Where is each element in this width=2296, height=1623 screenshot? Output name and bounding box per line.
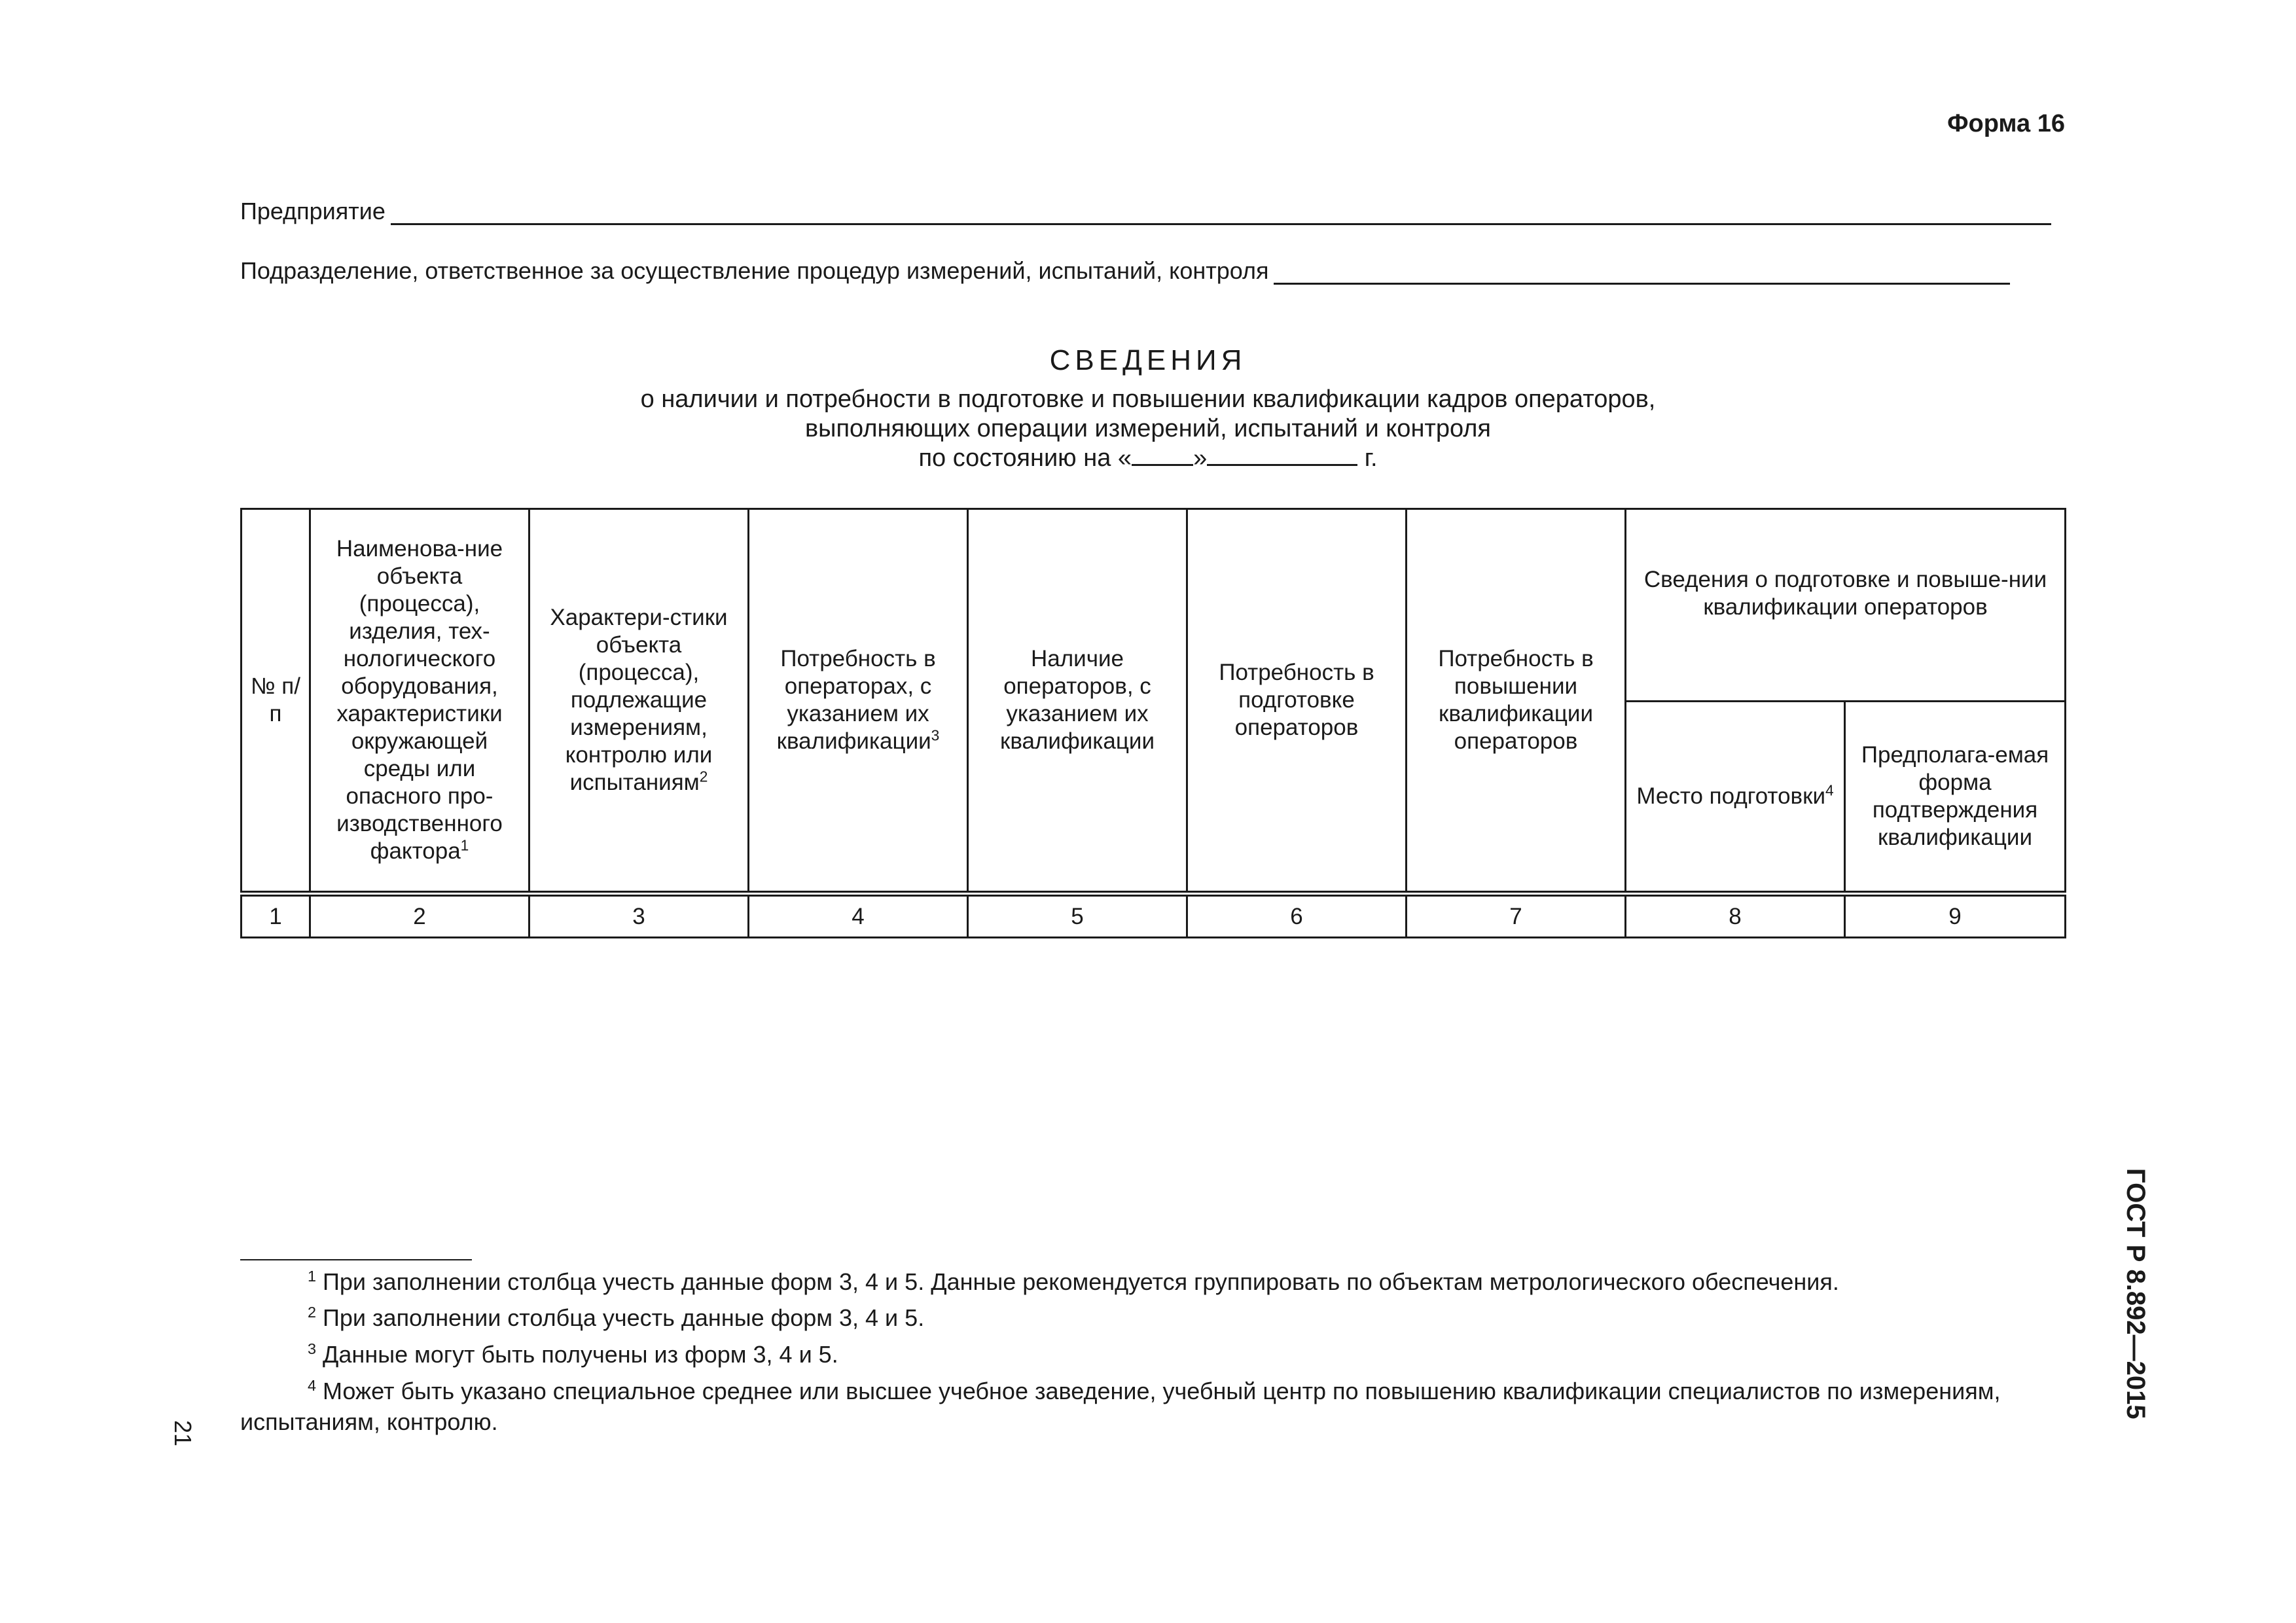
operators-table <box>240 508 2066 938</box>
subtitle-line-1: о наличии и потребности в подготовке и повышении квалификации кадров операторов, <box>640 385 1656 413</box>
form-label: Форма 16 <box>1947 110 2065 137</box>
header-col-6: Потребность в подготовке операторов <box>1187 509 1407 894</box>
column-number: 7 <box>1407 894 1626 938</box>
column-number: 8 <box>1626 894 1845 938</box>
footnote-3: $^3$ Данные могут быть получены из форм 3, 4 и 5. <box>308 1340 838 1368</box>
date-day-blank[interactable] <box>1132 446 1193 466</box>
header-col-1: № п/п <box>242 509 310 894</box>
date-month-blank[interactable] <box>1207 446 1357 466</box>
department-input-line[interactable] <box>1274 259 2010 285</box>
header-group-training: Сведения о подготовке и повыше-нии квалификации операторов <box>1626 509 2066 702</box>
header-row-1 <box>242 509 2066 702</box>
column-number: 6 <box>1187 894 1407 938</box>
enterprise-label: Предприятие <box>240 198 386 224</box>
date-suffix: г. <box>1357 444 1378 472</box>
date-mid: » <box>1193 444 1208 472</box>
date-prefix: по состоянию на « <box>918 444 1132 472</box>
column-number: 9 <box>1845 894 2066 938</box>
subtitle-date-line <box>0 443 2296 473</box>
department-label: Подразделение, ответственное за осуществление процедур измерений, испытаний, контроля <box>240 257 1269 284</box>
document-code: ГОСТ Р 8.892—2015 <box>2121 1168 2150 1419</box>
footnote-4-continuation: испытаниям, контролю. <box>240 1408 498 1435</box>
footnote-4: $^4$ Может быть указано специальное среднее или высшее учебное заведение, учебный центр по повышению квалификации специалистов по измерениям, <box>308 1377 2001 1404</box>
column-numbers-row <box>242 894 2066 938</box>
column-number: 1 <box>242 894 310 938</box>
subtitle-line-2: выполняющих операции измерений, испытаний и контроля <box>804 415 1492 442</box>
document-title: СВЕДЕНИЯ <box>1049 344 1247 376</box>
footnote-1: $^1$ При заполнении столбца учесть данные форм 3, 4 и 5. Данные рекомендуется группировать по объектам метрологического обеспечения. <box>308 1268 1839 1295</box>
enterprise-field <box>240 198 2051 225</box>
footnote-divider <box>240 1259 472 1260</box>
column-number: 3 <box>529 894 749 938</box>
column-number: 5 <box>968 894 1187 938</box>
header-col-7: Потребность в повышении квалификации операторов <box>1407 509 1626 894</box>
header-col-5: Наличие операторов, с указанием их квалификации <box>968 509 1187 894</box>
column-number: 4 <box>749 894 968 938</box>
header-col-3: Характери-стики объекта (процесса), подлежащие измерениям, контролю или испытаниям$^2$ <box>529 509 749 894</box>
header-col-9: Предполага-емая форма подтверждения квалификации <box>1845 702 2066 894</box>
enterprise-input-line[interactable] <box>391 200 2051 225</box>
department-field <box>240 257 2010 285</box>
page-number: 21 <box>170 1420 196 1447</box>
column-number: 2 <box>310 894 529 938</box>
header-col-2: Наименова-ние объекта (процесса), изделия, тех-нологического оборудования, характеристики окружающей среды или опасного про-изводственного фактора$^1$ <box>310 509 529 894</box>
footnote-2: $^2$ При заполнении столбца учесть данные форм 3, 4 и 5. <box>308 1304 925 1331</box>
header-col-4: Потребность в операторах, с указанием их квалификации$^3$ <box>749 509 968 894</box>
header-col-8: Место подготовки$^4$ <box>1626 702 1845 894</box>
